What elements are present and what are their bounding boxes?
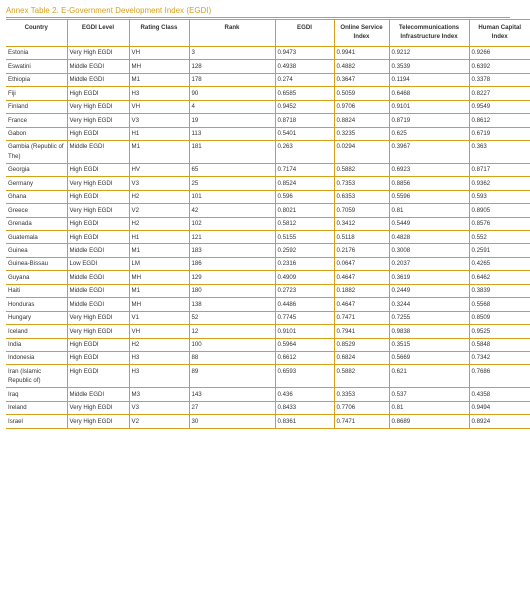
cell-country: Indonesia bbox=[6, 351, 67, 364]
table-row bbox=[6, 100, 530, 113]
cell-egdi: 0.436 bbox=[275, 388, 334, 401]
egdi-table bbox=[6, 19, 530, 429]
caption-rule bbox=[6, 17, 510, 18]
cell-rating-class: V3 bbox=[129, 114, 189, 127]
header-egdi-level: EGDI Level bbox=[67, 20, 129, 47]
cell-telecom-index: 0.5449 bbox=[389, 217, 469, 230]
cell-telecom-index: 0.9838 bbox=[389, 325, 469, 338]
header-rank: Rank bbox=[189, 20, 275, 47]
cell-rank: 100 bbox=[189, 338, 275, 351]
cell-human-capital-index: 0.6392 bbox=[469, 60, 530, 73]
header-human-capital-index: Human Capital Index bbox=[469, 20, 530, 47]
cell-rating-class: H1 bbox=[129, 231, 189, 244]
cell-human-capital-index: 0.9362 bbox=[469, 177, 530, 190]
cell-egdi-level: Middle EGDI bbox=[67, 388, 129, 401]
cell-rating-class: MH bbox=[129, 60, 189, 73]
header-online-service-index: Online Service Index bbox=[334, 20, 389, 47]
cell-telecom-index: 0.2449 bbox=[389, 284, 469, 297]
table-row bbox=[6, 271, 530, 284]
cell-country: Guatemala bbox=[6, 231, 67, 244]
cell-human-capital-index: 0.9494 bbox=[469, 401, 530, 414]
table-row bbox=[6, 231, 530, 244]
cell-telecom-index: 0.8856 bbox=[389, 177, 469, 190]
cell-rank: 102 bbox=[189, 217, 275, 230]
cell-egdi: 0.2723 bbox=[275, 284, 334, 297]
cell-rank: 128 bbox=[189, 60, 275, 73]
table-row bbox=[6, 401, 530, 414]
cell-country: Fiji bbox=[6, 87, 67, 100]
cell-country: Guinea bbox=[6, 244, 67, 257]
cell-rating-class: V3 bbox=[129, 177, 189, 190]
cell-human-capital-index: 0.6719 bbox=[469, 127, 530, 140]
cell-human-capital-index: 0.6462 bbox=[469, 271, 530, 284]
table-row bbox=[6, 388, 530, 401]
cell-rating-class: MH bbox=[129, 271, 189, 284]
table-row bbox=[6, 177, 530, 190]
cell-egdi-level: Middle EGDI bbox=[67, 140, 129, 163]
cell-human-capital-index: 0.7342 bbox=[469, 351, 530, 364]
cell-egdi-level: Middle EGDI bbox=[67, 73, 129, 86]
cell-telecom-index: 0.5669 bbox=[389, 351, 469, 364]
cell-rating-class: H2 bbox=[129, 217, 189, 230]
cell-egdi: 0.4909 bbox=[275, 271, 334, 284]
cell-country: Iceland bbox=[6, 325, 67, 338]
table-row bbox=[6, 217, 530, 230]
cell-telecom-index: 0.3967 bbox=[389, 140, 469, 163]
cell-rank: 3 bbox=[189, 46, 275, 59]
cell-egdi: 0.8021 bbox=[275, 204, 334, 217]
cell-human-capital-index: 0.2591 bbox=[469, 244, 530, 257]
cell-country: Honduras bbox=[6, 298, 67, 311]
cell-country: Iran (Islamic Republic of) bbox=[6, 365, 67, 388]
cell-egdi: 0.9473 bbox=[275, 46, 334, 59]
table-row bbox=[6, 163, 530, 176]
table-row bbox=[6, 73, 530, 86]
cell-human-capital-index: 0.8924 bbox=[469, 415, 530, 428]
cell-egdi: 0.5401 bbox=[275, 127, 334, 140]
cell-telecom-index: 0.3539 bbox=[389, 60, 469, 73]
cell-rank: 90 bbox=[189, 87, 275, 100]
cell-rank: 178 bbox=[189, 73, 275, 86]
cell-online-service-index: 0.4647 bbox=[334, 271, 389, 284]
cell-egdi-level: High EGDI bbox=[67, 365, 129, 388]
cell-egdi: 0.6593 bbox=[275, 365, 334, 388]
cell-rank: 183 bbox=[189, 244, 275, 257]
cell-telecom-index: 0.3008 bbox=[389, 244, 469, 257]
cell-egdi: 0.2316 bbox=[275, 257, 334, 270]
cell-online-service-index: 0.7471 bbox=[334, 311, 389, 324]
cell-egdi: 0.5155 bbox=[275, 231, 334, 244]
cell-human-capital-index: 0.3378 bbox=[469, 73, 530, 86]
cell-rating-class: H3 bbox=[129, 87, 189, 100]
cell-rank: 138 bbox=[189, 298, 275, 311]
cell-egdi-level: High EGDI bbox=[67, 87, 129, 100]
cell-human-capital-index: 0.8576 bbox=[469, 217, 530, 230]
cell-egdi-level: Low EGDI bbox=[67, 257, 129, 270]
cell-human-capital-index: 0.4358 bbox=[469, 388, 530, 401]
table-row bbox=[6, 298, 530, 311]
cell-egdi-level: High EGDI bbox=[67, 351, 129, 364]
cell-online-service-index: 0.4647 bbox=[334, 298, 389, 311]
cell-online-service-index: 0.7941 bbox=[334, 325, 389, 338]
cell-egdi: 0.8433 bbox=[275, 401, 334, 414]
header-rating-class: Rating Class bbox=[129, 20, 189, 47]
cell-online-service-index: 0.7706 bbox=[334, 401, 389, 414]
cell-egdi: 0.5812 bbox=[275, 217, 334, 230]
cell-country: Haiti bbox=[6, 284, 67, 297]
cell-telecom-index: 0.5596 bbox=[389, 190, 469, 203]
cell-rank: 143 bbox=[189, 388, 275, 401]
cell-egdi: 0.7174 bbox=[275, 163, 334, 176]
table-row bbox=[6, 190, 530, 203]
cell-online-service-index: 0.4882 bbox=[334, 60, 389, 73]
cell-online-service-index: 0.0647 bbox=[334, 257, 389, 270]
table-row bbox=[6, 311, 530, 324]
cell-online-service-index: 0.5882 bbox=[334, 365, 389, 388]
cell-country: Georgia bbox=[6, 163, 67, 176]
cell-human-capital-index: 0.3839 bbox=[469, 284, 530, 297]
cell-country: Hungary bbox=[6, 311, 67, 324]
table-row bbox=[6, 325, 530, 338]
cell-telecom-index: 0.6468 bbox=[389, 87, 469, 100]
cell-rating-class: H2 bbox=[129, 190, 189, 203]
table-row bbox=[6, 114, 530, 127]
cell-egdi-level: Middle EGDI bbox=[67, 271, 129, 284]
table-row bbox=[6, 87, 530, 100]
cell-egdi-level: High EGDI bbox=[67, 190, 129, 203]
cell-egdi-level: High EGDI bbox=[67, 231, 129, 244]
cell-rating-class: V1 bbox=[129, 311, 189, 324]
cell-country: Germany bbox=[6, 177, 67, 190]
cell-rating-class: HV bbox=[129, 163, 189, 176]
cell-telecom-index: 0.2037 bbox=[389, 257, 469, 270]
cell-telecom-index: 0.8719 bbox=[389, 114, 469, 127]
cell-rank: 186 bbox=[189, 257, 275, 270]
cell-telecom-index: 0.4828 bbox=[389, 231, 469, 244]
header-country: Country bbox=[6, 20, 67, 47]
cell-rank: 25 bbox=[189, 177, 275, 190]
table-row bbox=[6, 351, 530, 364]
cell-telecom-index: 0.81 bbox=[389, 204, 469, 217]
cell-human-capital-index: 0.8717 bbox=[469, 163, 530, 176]
cell-rating-class: V2 bbox=[129, 415, 189, 428]
cell-telecom-index: 0.621 bbox=[389, 365, 469, 388]
cell-online-service-index: 0.6353 bbox=[334, 190, 389, 203]
cell-human-capital-index: 0.8227 bbox=[469, 87, 530, 100]
cell-rank: 19 bbox=[189, 114, 275, 127]
table-row bbox=[6, 244, 530, 257]
cell-rating-class: M1 bbox=[129, 73, 189, 86]
cell-egdi-level: Very High EGDI bbox=[67, 401, 129, 414]
cell-human-capital-index: 0.8509 bbox=[469, 311, 530, 324]
cell-egdi: 0.2592 bbox=[275, 244, 334, 257]
cell-rank: 30 bbox=[189, 415, 275, 428]
cell-egdi: 0.263 bbox=[275, 140, 334, 163]
cell-online-service-index: 0.7059 bbox=[334, 204, 389, 217]
cell-online-service-index: 0.3647 bbox=[334, 73, 389, 86]
cell-rating-class: VH bbox=[129, 46, 189, 59]
cell-rating-class: H3 bbox=[129, 351, 189, 364]
table-row bbox=[6, 60, 530, 73]
cell-egdi-level: Middle EGDI bbox=[67, 60, 129, 73]
cell-rank: 180 bbox=[189, 284, 275, 297]
cell-rating-class: VH bbox=[129, 100, 189, 113]
header-telecom-index: Telecommunications Infrastructure Index bbox=[389, 20, 469, 47]
cell-country: Finland bbox=[6, 100, 67, 113]
cell-egdi: 0.596 bbox=[275, 190, 334, 203]
cell-egdi: 0.8718 bbox=[275, 114, 334, 127]
cell-rating-class: H3 bbox=[129, 365, 189, 388]
cell-country: Estonia bbox=[6, 46, 67, 59]
cell-egdi: 0.9452 bbox=[275, 100, 334, 113]
cell-country: Iraq bbox=[6, 388, 67, 401]
cell-online-service-index: 0.2176 bbox=[334, 244, 389, 257]
cell-egdi: 0.9101 bbox=[275, 325, 334, 338]
cell-egdi: 0.4486 bbox=[275, 298, 334, 311]
cell-egdi-level: Very High EGDI bbox=[67, 177, 129, 190]
cell-rating-class: M1 bbox=[129, 284, 189, 297]
cell-egdi-level: Middle EGDI bbox=[67, 284, 129, 297]
table-row bbox=[6, 140, 530, 163]
cell-egdi: 0.4938 bbox=[275, 60, 334, 73]
cell-telecom-index: 0.8689 bbox=[389, 415, 469, 428]
cell-country: Gambia (Republic of The) bbox=[6, 140, 67, 163]
cell-human-capital-index: 0.363 bbox=[469, 140, 530, 163]
cell-country: Ghana bbox=[6, 190, 67, 203]
cell-telecom-index: 0.7255 bbox=[389, 311, 469, 324]
table-row bbox=[6, 204, 530, 217]
cell-country: Eswatini bbox=[6, 60, 67, 73]
table-row bbox=[6, 365, 530, 388]
table-row bbox=[6, 415, 530, 428]
cell-country: Ethiopia bbox=[6, 73, 67, 86]
cell-human-capital-index: 0.9266 bbox=[469, 46, 530, 59]
cell-telecom-index: 0.81 bbox=[389, 401, 469, 414]
table-row bbox=[6, 46, 530, 59]
cell-rank: 181 bbox=[189, 140, 275, 163]
cell-online-service-index: 0.5118 bbox=[334, 231, 389, 244]
cell-rating-class: M1 bbox=[129, 140, 189, 163]
cell-rank: 129 bbox=[189, 271, 275, 284]
table-row bbox=[6, 257, 530, 270]
cell-telecom-index: 0.625 bbox=[389, 127, 469, 140]
cell-online-service-index: 0.0294 bbox=[334, 140, 389, 163]
cell-egdi-level: Very High EGDI bbox=[67, 100, 129, 113]
cell-online-service-index: 0.8529 bbox=[334, 338, 389, 351]
cell-rating-class: VH bbox=[129, 325, 189, 338]
cell-human-capital-index: 0.5568 bbox=[469, 298, 530, 311]
cell-rank: 65 bbox=[189, 163, 275, 176]
cell-rating-class: M1 bbox=[129, 244, 189, 257]
cell-online-service-index: 0.7471 bbox=[334, 415, 389, 428]
cell-egdi: 0.8524 bbox=[275, 177, 334, 190]
cell-rating-class: V2 bbox=[129, 204, 189, 217]
cell-country: Guyana bbox=[6, 271, 67, 284]
cell-telecom-index: 0.9212 bbox=[389, 46, 469, 59]
cell-online-service-index: 0.3353 bbox=[334, 388, 389, 401]
cell-human-capital-index: 0.5848 bbox=[469, 338, 530, 351]
cell-country: Grenada bbox=[6, 217, 67, 230]
cell-rank: 113 bbox=[189, 127, 275, 140]
cell-online-service-index: 0.9941 bbox=[334, 46, 389, 59]
cell-egdi: 0.6612 bbox=[275, 351, 334, 364]
header-egdi: EGDI bbox=[275, 20, 334, 47]
cell-rating-class: V3 bbox=[129, 401, 189, 414]
cell-online-service-index: 0.3412 bbox=[334, 217, 389, 230]
table-caption: Annex Table 2. E-Government Development Index (EGDI) bbox=[6, 6, 212, 15]
cell-human-capital-index: 0.4265 bbox=[469, 257, 530, 270]
cell-country: India bbox=[6, 338, 67, 351]
cell-rank: 4 bbox=[189, 100, 275, 113]
cell-rank: 89 bbox=[189, 365, 275, 388]
cell-egdi: 0.8361 bbox=[275, 415, 334, 428]
cell-egdi-level: Very High EGDI bbox=[67, 46, 129, 59]
cell-rank: 42 bbox=[189, 204, 275, 217]
cell-online-service-index: 0.6824 bbox=[334, 351, 389, 364]
header-row bbox=[6, 20, 530, 47]
cell-egdi: 0.7745 bbox=[275, 311, 334, 324]
cell-online-service-index: 0.1882 bbox=[334, 284, 389, 297]
cell-telecom-index: 0.3244 bbox=[389, 298, 469, 311]
cell-egdi-level: High EGDI bbox=[67, 217, 129, 230]
cell-human-capital-index: 0.7686 bbox=[469, 365, 530, 388]
table-row bbox=[6, 338, 530, 351]
cell-telecom-index: 0.1194 bbox=[389, 73, 469, 86]
cell-online-service-index: 0.7353 bbox=[334, 177, 389, 190]
cell-online-service-index: 0.8824 bbox=[334, 114, 389, 127]
cell-egdi-level: High EGDI bbox=[67, 127, 129, 140]
cell-egdi-level: High EGDI bbox=[67, 338, 129, 351]
cell-egdi: 0.6585 bbox=[275, 87, 334, 100]
cell-egdi: 0.274 bbox=[275, 73, 334, 86]
cell-egdi: 0.5964 bbox=[275, 338, 334, 351]
cell-country: Guinea-Bissau bbox=[6, 257, 67, 270]
cell-country: Ireland bbox=[6, 401, 67, 414]
cell-human-capital-index: 0.552 bbox=[469, 231, 530, 244]
cell-egdi-level: Middle EGDI bbox=[67, 244, 129, 257]
cell-human-capital-index: 0.9525 bbox=[469, 325, 530, 338]
cell-telecom-index: 0.6923 bbox=[389, 163, 469, 176]
cell-online-service-index: 0.9706 bbox=[334, 100, 389, 113]
cell-rank: 88 bbox=[189, 351, 275, 364]
cell-egdi-level: Very High EGDI bbox=[67, 325, 129, 338]
cell-rank: 121 bbox=[189, 231, 275, 244]
cell-online-service-index: 0.3235 bbox=[334, 127, 389, 140]
table-row bbox=[6, 127, 530, 140]
cell-online-service-index: 0.5059 bbox=[334, 87, 389, 100]
cell-telecom-index: 0.3619 bbox=[389, 271, 469, 284]
cell-rating-class: H2 bbox=[129, 338, 189, 351]
cell-rating-class: MH bbox=[129, 298, 189, 311]
table-row bbox=[6, 284, 530, 297]
cell-country: Greece bbox=[6, 204, 67, 217]
cell-country: Israel bbox=[6, 415, 67, 428]
cell-rank: 101 bbox=[189, 190, 275, 203]
cell-rating-class: M3 bbox=[129, 388, 189, 401]
cell-country: Gabon bbox=[6, 127, 67, 140]
cell-online-service-index: 0.5882 bbox=[334, 163, 389, 176]
cell-egdi-level: Middle EGDI bbox=[67, 298, 129, 311]
table-body bbox=[6, 46, 530, 428]
cell-human-capital-index: 0.593 bbox=[469, 190, 530, 203]
cell-human-capital-index: 0.9549 bbox=[469, 100, 530, 113]
cell-rank: 52 bbox=[189, 311, 275, 324]
cell-rating-class: H1 bbox=[129, 127, 189, 140]
cell-human-capital-index: 0.8612 bbox=[469, 114, 530, 127]
cell-telecom-index: 0.9101 bbox=[389, 100, 469, 113]
cell-egdi-level: High EGDI bbox=[67, 163, 129, 176]
cell-egdi-level: Very High EGDI bbox=[67, 415, 129, 428]
cell-country: France bbox=[6, 114, 67, 127]
cell-human-capital-index: 0.8905 bbox=[469, 204, 530, 217]
cell-rating-class: LM bbox=[129, 257, 189, 270]
cell-rank: 12 bbox=[189, 325, 275, 338]
cell-telecom-index: 0.537 bbox=[389, 388, 469, 401]
cell-egdi-level: Very High EGDI bbox=[67, 311, 129, 324]
cell-egdi-level: Very High EGDI bbox=[67, 204, 129, 217]
cell-egdi-level: Very High EGDI bbox=[67, 114, 129, 127]
cell-telecom-index: 0.3515 bbox=[389, 338, 469, 351]
cell-rank: 27 bbox=[189, 401, 275, 414]
